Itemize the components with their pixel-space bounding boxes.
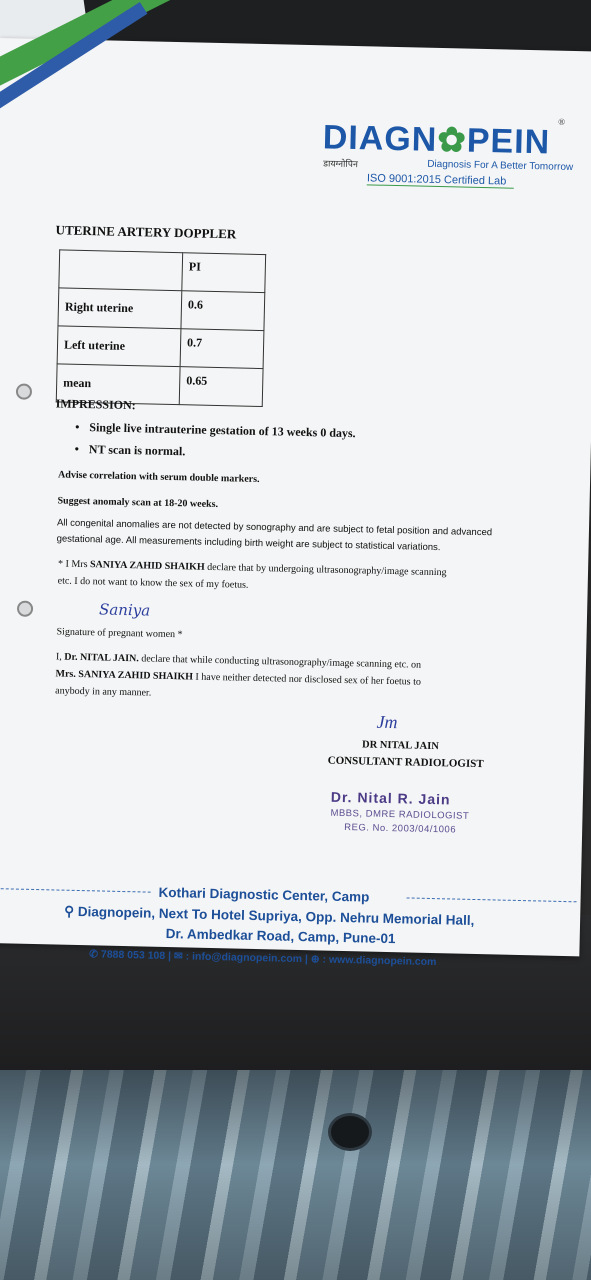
table-cell: 0.7 [180,329,264,369]
web-icon: ⊕ : [310,953,330,966]
phone-number: 7888 053 108 [100,948,166,962]
impression-item: • NT scan is normal. [75,442,186,460]
address-text: Diagnopein, Next To Hotel Supriya, Opp. Nehru Memorial Hall, [77,903,475,928]
stamp-qualification: MBBS, DMRE RADIOLOGIST [330,807,470,822]
table-cell: mean [56,364,180,405]
patient-name: SANIYA ZAHID SHAIKH [89,559,205,573]
email-icon: ✉ : [173,950,193,963]
report-page [0,38,591,969]
signature-label: Signature of pregnant women * [56,626,183,641]
patient-name: Mrs. SANIYA ZAHID SHAIKH [55,668,194,683]
impression-item: • Single live intrauterine gestation of 13 weeks 0 days. [75,420,356,441]
doctor-title: CONSULTANT RADIOLOGIST [327,754,484,771]
stamp-registration: REG. No. 2003/04/1006 [344,822,457,836]
decl-text: I have neither detected nor disclosed sex of her foetus to [192,671,422,688]
patient-declaration-line2: etc. I do not want to know the sex of my foetus. [57,575,249,591]
impression-heading: IMPRESSION: [55,396,136,413]
registered-mark: ® [558,116,566,127]
fabric-shadow [0,1070,591,1280]
doppler-table [56,249,266,407]
table-header-row [59,250,266,293]
doctor-name: DR NITAL JAIN [361,739,439,753]
report-title: UTERINE ARTERY DOPPLER [55,222,237,242]
separator: | [167,950,175,963]
logo-flower-icon: ✿ [436,120,468,160]
center-name: Kothari Diagnostic Center, Camp [158,884,370,905]
iso-certification: ISO 9001:2015 Certified Lab [367,172,515,188]
table-cell: 0.6 [181,291,265,331]
decl-text: declare that while conducting ultrasonography/image scanning etc. on [138,653,422,671]
logo-hindi-text: डायग्नोपिन [323,158,359,170]
stamp-name: Dr. Nital R. Jain [330,788,451,808]
table-row [58,288,265,331]
table-row [57,326,264,369]
address-line: Dr. Ambedkar Road, Camp, Pune-01 [165,925,396,947]
separator: | [304,953,311,966]
footer-divider [1,888,151,892]
doctor-declaration-line3: anybody in any manner. [55,685,152,699]
suggest-text: Suggest anomaly scan at 18-20 weeks. [57,495,219,511]
decl-text: declare that by undergoing ultrasonography/image scanning [204,561,447,579]
doctor-signature: Jm [376,711,398,733]
location-pin-icon: ⚲ [64,903,79,919]
brand-logo: DIAGN✿PEIN [322,118,551,162]
brand-tagline: Diagnosis For A Better Tomorrow [427,158,574,174]
address-line [64,904,474,929]
patient-signature: Saniya [98,600,151,620]
decl-prefix: * I Mrs [57,558,91,571]
punch-hole [17,601,33,617]
decl-prefix: I, [55,651,65,663]
table-cell: Right uterine [58,288,182,329]
disclaimer-line: gestational age. All measurements including birth weight are subject to statistical variations. [56,533,441,554]
email-address: info@diagnopein.com [191,950,303,966]
punch-hole [16,383,32,399]
footer-divider [407,897,577,902]
doctor-decl-name: Dr. NITAL JAIN. [64,651,139,665]
website-url: www.diagnopein.com [328,953,437,969]
table-header-pi: PI [182,253,266,293]
table-cell [59,250,183,291]
table-cell: Left uterine [57,326,181,367]
phone-icon: ✆ [89,948,102,961]
table-cell: 0.65 [179,367,263,407]
garment-button [331,1116,369,1148]
disclaimer-line: All congenital anomalies are not detected by sonography and are subject to fetal position and advanced [56,517,493,539]
advise-text: Advise correlation with serum double markers. [57,469,260,486]
